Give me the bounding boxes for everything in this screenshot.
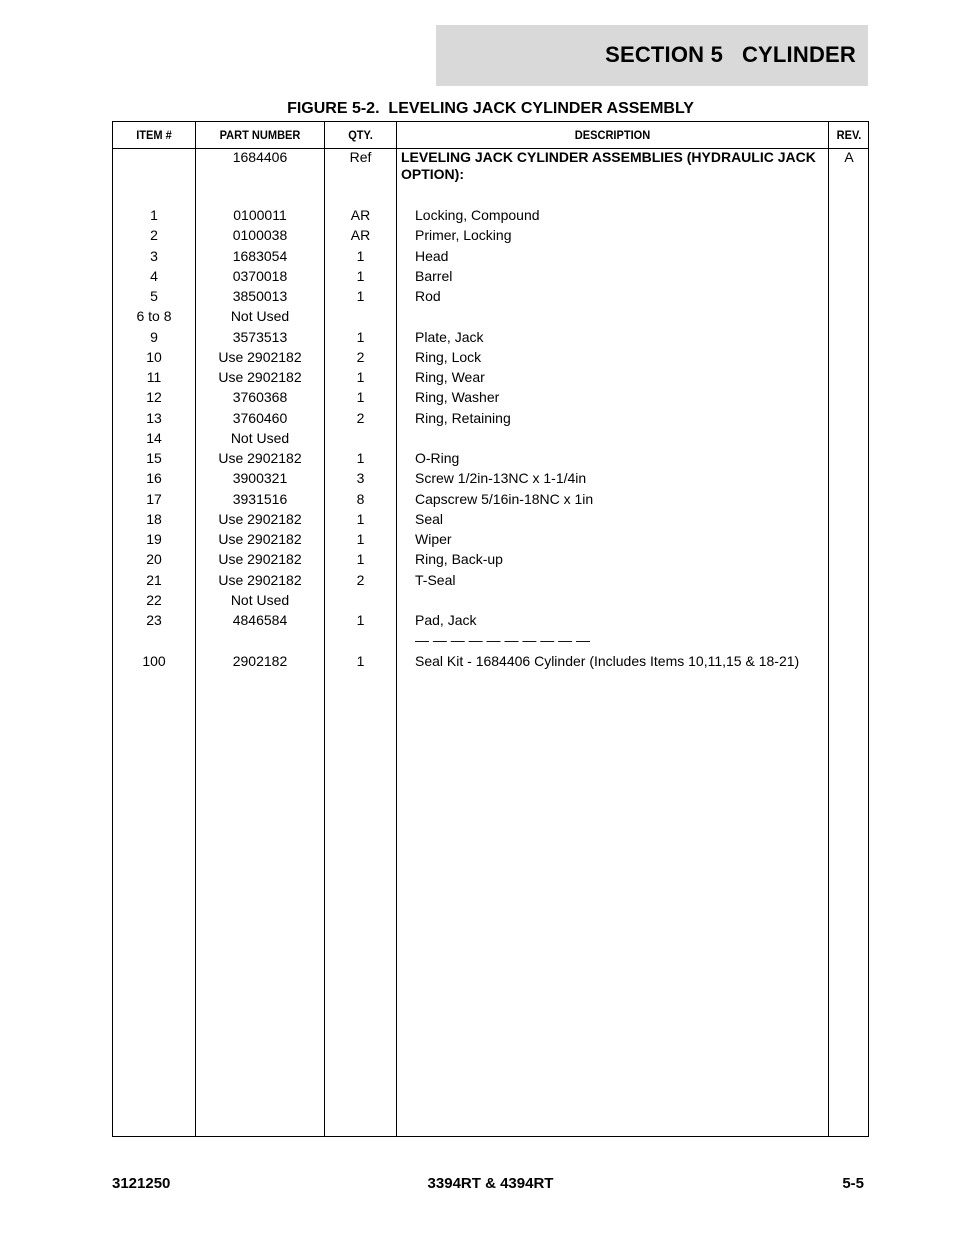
quantity: 1 <box>356 551 365 568</box>
column-header-description: DESCRIPTION <box>574 128 651 142</box>
parts-table <box>112 121 869 1137</box>
item-number: 13 <box>146 409 162 426</box>
part-number: 0100038 <box>232 227 288 244</box>
description: Pad, Jack <box>415 612 477 628</box>
description: Ring, Wear <box>415 369 485 385</box>
quantity: 2 <box>356 409 365 426</box>
assembly-rev: A <box>844 149 854 165</box>
part-number: Use 2902182 <box>218 531 302 547</box>
section-header <box>436 25 868 86</box>
description: Barrel <box>415 267 453 284</box>
section-title: SECTION 5 CYLINDER <box>605 42 856 67</box>
item-number: 6 to 8 <box>136 308 172 325</box>
column-header-item: ITEM # <box>136 128 172 142</box>
part-number: 2902182 <box>232 652 288 669</box>
column-header-part-number: PART NUMBER <box>219 128 301 142</box>
quantity: 1 <box>356 612 365 628</box>
part-number: 3931516 <box>232 490 288 507</box>
description: — — — — — — — — — — <box>415 632 591 649</box>
footer-model: 3394RT & 4394RT <box>427 1175 554 1192</box>
item-number: 23 <box>146 612 162 628</box>
item-number: 21 <box>146 571 162 588</box>
figure-title: FIGURE 5-2. LEVELING JACK CYLINDER ASSEMBLY <box>287 100 694 117</box>
quantity: 1 <box>356 652 365 669</box>
description: Plate, Jack <box>415 328 484 345</box>
part-number: Use 2902182 <box>218 551 302 568</box>
part-number: Use 2902182 <box>218 369 302 385</box>
description: Seal <box>415 510 444 527</box>
column-header-rev: REV. <box>836 128 862 142</box>
footer-document-number: 3121250 <box>112 1175 171 1192</box>
description: Locking, Compound <box>415 207 540 223</box>
item-number: 20 <box>146 551 162 568</box>
part-number: Not Used <box>230 591 290 608</box>
part-number: 3850013 <box>232 288 288 304</box>
quantity: 1 <box>356 510 365 527</box>
assembly-description: LEVELING JACK CYLINDER ASSEMBLIES (HYDRAULIC JACK OPTION): <box>401 149 816 182</box>
description: Wiper <box>415 531 452 547</box>
part-number: Not Used <box>230 308 290 325</box>
item-number: 22 <box>146 591 162 608</box>
item-number: 100 <box>142 652 166 669</box>
description: Head <box>415 247 449 264</box>
column-divider <box>828 122 829 1136</box>
part-number: Use 2902182 <box>218 450 302 466</box>
quantity: 3 <box>356 470 365 487</box>
item-number: 1 <box>150 207 158 223</box>
item-number: 16 <box>146 470 162 487</box>
item-number: 5 <box>150 288 158 304</box>
item-number: 10 <box>146 348 162 365</box>
part-number: 3573513 <box>232 328 288 345</box>
part-number: 0100011 <box>233 207 287 223</box>
footer-page-number: 5-5 <box>842 1175 864 1192</box>
part-number: 0370018 <box>232 267 288 284</box>
part-number: 3900321 <box>232 470 288 487</box>
item-number: 15 <box>146 450 162 466</box>
item-number: 4 <box>150 267 158 284</box>
part-number: 4846584 <box>232 612 288 628</box>
quantity: 1 <box>356 369 365 385</box>
description: Capscrew 5/16in-18NC x 1in <box>415 490 594 507</box>
item-number: 11 <box>146 369 162 385</box>
item-number: 19 <box>146 531 162 547</box>
quantity: 1 <box>356 531 365 547</box>
description: Ring, Back-up <box>415 551 503 568</box>
part-number: 3760368 <box>232 389 288 406</box>
item-number: 18 <box>146 510 162 527</box>
part-number: 3760460 <box>232 409 288 426</box>
quantity: AR <box>350 207 371 223</box>
quantity: 8 <box>356 490 365 507</box>
description: Ring, Lock <box>415 348 482 365</box>
description: T-Seal <box>415 571 456 588</box>
description: O-Ring <box>415 450 460 466</box>
item-number: 12 <box>146 389 162 406</box>
quantity: 1 <box>356 288 365 304</box>
quantity: 1 <box>356 247 365 264</box>
quantity: 1 <box>356 267 365 284</box>
quantity: 1 <box>356 450 365 466</box>
column-header-qty: QTY. <box>348 128 373 142</box>
quantity: 2 <box>356 348 365 365</box>
description: Ring, Washer <box>415 389 500 406</box>
description: Ring, Retaining <box>415 409 511 426</box>
assembly-part-number: 1684406 <box>232 149 288 165</box>
part-number: Use 2902182 <box>218 348 302 365</box>
part-number: Not Used <box>230 429 290 446</box>
part-number: 1683054 <box>232 247 288 264</box>
column-divider <box>396 122 397 1136</box>
quantity: 2 <box>356 571 365 588</box>
description: Seal Kit - 1684406 Cylinder (Includes Items 10,11,15 & 18-21) <box>415 652 800 669</box>
assembly-qty: Ref <box>349 149 372 165</box>
quantity: 1 <box>356 328 365 345</box>
description: Primer, Locking <box>415 227 512 244</box>
item-number: 9 <box>150 328 158 345</box>
item-number: 17 <box>146 490 162 507</box>
description: Screw 1/2in-13NC x 1-1/4in <box>415 470 587 487</box>
quantity: AR <box>350 227 371 244</box>
quantity: 1 <box>356 389 365 406</box>
description: Rod <box>415 288 441 304</box>
item-number: 14 <box>146 429 162 446</box>
item-number: 3 <box>150 247 158 264</box>
part-number: Use 2902182 <box>218 510 302 527</box>
item-number: 2 <box>150 227 158 244</box>
part-number: Use 2902182 <box>218 571 302 588</box>
